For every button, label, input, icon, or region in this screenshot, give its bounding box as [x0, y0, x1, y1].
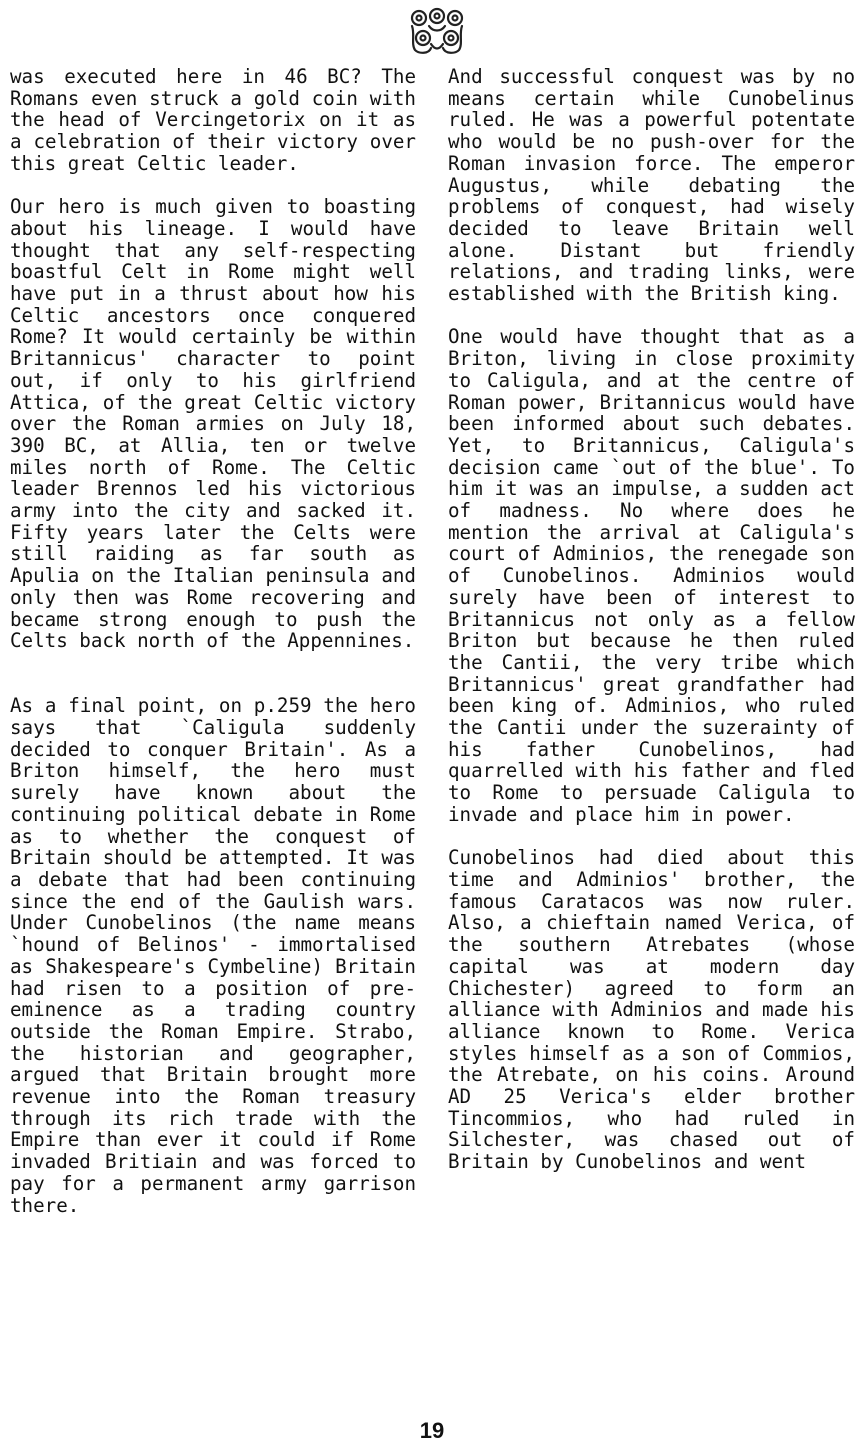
paragraph: As a final point, on p.259 the hero says that `Caligula suddenly decided to conquer Britain'. As a Briton himself, the hero must surely have known about the continuing political debate in Rome as to whether the conquest of Britain should be attempted. It was a debate that had been continuing since the end of the Gaulish wars. Under Cunobelinos (the name means `hound of Belinos' - immortalised as Shakespeare's Cymbeline) Britain had risen to a position of pre-eminence as a trading country outside the Roman Empire. Strabo, the historian and geographer, argued that Britain brought more revenue into the Roman treasury through its rich trade with the Empire than ever it could if Rome invaded Britiain and was forced to pay for a permanent army garrison there. [10, 694, 416, 1217]
paragraph: And successful conquest was by no means certain while Cunobelinus ruled. He was a powerful potentate who would be no push-over for the Roman invasion force. The emperor Augustus, while debating the problems of conquest, had wisely decided to leave Britain well alone. Distant but friendly relations, and trading links, were established with the British king. [448, 65, 855, 306]
left-column [10, 66, 416, 1216]
paragraph: Our hero is much given to boasting about his lineage. I would have thought that any self-respecting boastful Celt in Rome might well have put in a thrust about how his Celtic ancestors once conquered Rome? It would certainly be within Britannicus' character to point out, if only to his girlfriend Attica, of the great Celtic victory over the Roman armies on July 18, 390 BC, at Allia, ten or twelve miles north of Rome. The Celtic leader Brennos led his victorious army into the city and sacked it. Fifty years later the Celts were still raiding as far south as Apulia on the Italian peninsula and only then was Rome recovering and became strong enough to push the Celts back north of the Appennines. [10, 195, 416, 653]
paragraph: One would have thought that as a Briton, living in close proximity to Caligula, and at the centre of Roman power, Britannicus would have been informed about such debates. Yet, to Britannicus, Caligula's decision came `out of the blue'. To him it was an impulse, a sudden act of madness. No where does he mention the arrival at Caligula's court of Adminios, the renegade son of Cunobelinos. Adminios would surely have been of interest to Britannicus not only as a fellow Briton but because he then ruled the Cantii, the very tribe which Britannicus' great grandfather had been king of. Adminios, who ruled the Cantii under the suzerainty of his father Cunobelinos, had quarrelled with his father and fled to Rome to persuade Caligula to invade and place him in power. [448, 325, 855, 826]
celtic-knot-ornament-icon [405, 4, 469, 56]
right-column [448, 66, 855, 1173]
paragraph: was executed here in 46 BC? The Romans even struck a gold coin with the head of Vercingetorix on it as a celebration of their victory over this great Celtic leader. [10, 65, 416, 175]
paragraph: Cunobelinos had died about this time and Adminios' brother, the famous Caratacos was now ruler. Also, a chieftain named Verica, of the southern Atrebates (whose capital was at modern day Chichester) agreed to form an alliance with Adminios and made his alliance known to Rome. Verica styles himself as a son of Commios, the Atrebate, on his coins. Around AD 25 Verica's elder brother Tincommios, who had ruled in Silchester, was chased out of Britain by Cunobelinos and went [448, 846, 855, 1174]
page-number: 19 [419, 1418, 445, 1443]
